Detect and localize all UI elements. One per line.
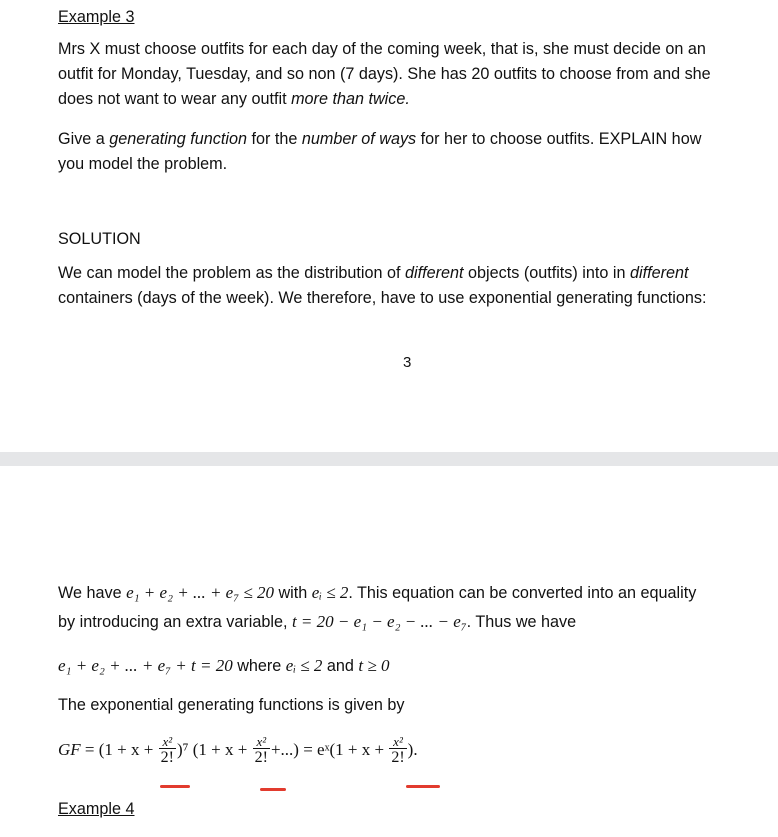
slack-variable-line: by introducing an extra variable, t = 20 − e₁ − e₂ − ... − e₇. Thus we have	[58, 612, 577, 631]
page-4	[0, 466, 778, 837]
generating-function-formula: GF = (1 + x + $\frac{\text{x²}}{2!}$ )⁷ (1 + x + $\frac{\text{x²}}{2!}$ +...) = eˣ(1 + x + $\frac{\text{x²}}{2!}$ ).	[58, 734, 418, 767]
fraction-3: $\frac{\text{x²}}{2!}$	[391, 734, 405, 767]
fraction-1: $\frac{\text{x²}}{2!}$	[160, 734, 174, 767]
red-underline-1	[160, 785, 190, 788]
constraint-expression: eᵢ ≤ 2	[311, 583, 349, 602]
question-line-2: you model the problem.	[58, 155, 228, 173]
equality-line: e₁ + e₂ + ... + e₇ + t = 20 where eᵢ ≤ 2 and t ≥ 0	[58, 656, 390, 675]
problem-line-2: outfit for Monday, Tuesday, and so non (7 days). She has 20 outfits to choose from and she	[58, 65, 711, 83]
problem-line-1: Mrs X must choose outfits for each day of the coming week, that is, she must decide on an	[58, 40, 706, 58]
red-underline-2	[260, 788, 286, 791]
page-separator	[0, 452, 778, 466]
fraction-2: $\frac{\text{x²}}{2!}$	[254, 734, 268, 767]
equality-expression: e₁ + e₂ + ... + e₇ + t = 20	[58, 656, 233, 675]
example-3-heading: Example 3	[58, 8, 135, 26]
solution-line-1: We can model the problem as the distribution of different objects (outfits) into in different	[58, 264, 689, 282]
solution-label: SOLUTION	[58, 230, 141, 248]
egf-intro: The exponential generating functions is given by	[58, 696, 405, 714]
slack-definition: t = 20 − e₁ − e₂ − ... − e₇	[291, 612, 467, 631]
example-4-heading: Example 4	[58, 800, 135, 818]
emphasis-more-than-twice: more than twice.	[291, 90, 410, 108]
page-number: 3	[403, 354, 412, 371]
problem-line-3: does not want to wear any outfit more than twice.	[58, 90, 410, 108]
inequality-expression: e₁ + e₂ + ... + e₇ ≤ 20	[126, 583, 274, 602]
red-underline-3	[406, 785, 440, 788]
gf-label: GF	[58, 740, 81, 759]
inequality-line: We have e₁ + e₂ + ... + e₇ ≤ 20 with eᵢ ≤ 2. This equation can be converted into an equality	[58, 583, 697, 602]
question-line-1: Give a generating function for the number of ways for her to choose outfits. EXPLAIN how	[58, 130, 702, 148]
solution-line-2: containers (days of the week). We therefore, have to use exponential generating functions:	[58, 289, 707, 307]
